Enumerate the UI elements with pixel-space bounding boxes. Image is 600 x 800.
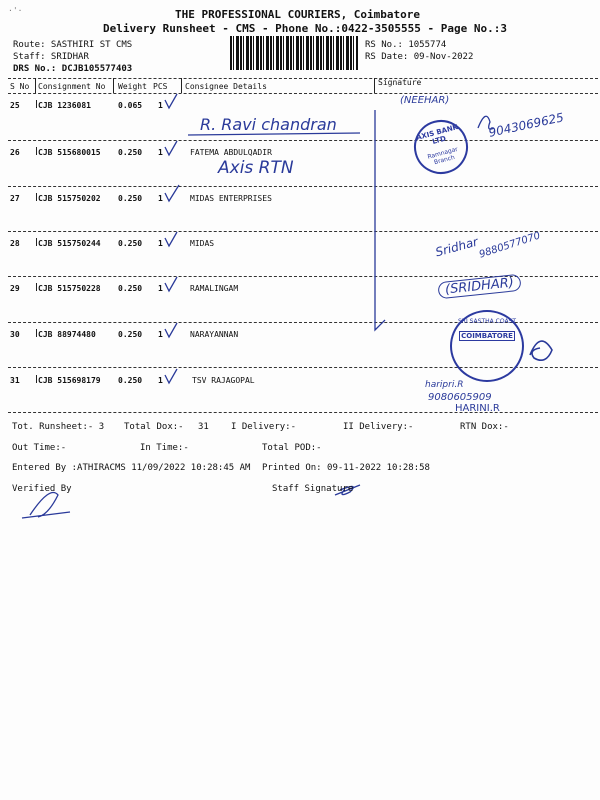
row-weight: 0.250: [118, 330, 143, 339]
row-pcs: 1: [158, 194, 163, 203]
entered-by: Entered By :ATHIRACMS 11/09/2022 10:28:45 AM: [12, 463, 251, 473]
handwritten-phone: 9080605909: [428, 392, 492, 403]
row-consignment: CJB 515750202: [38, 194, 101, 203]
col-header-pcs: PCS: [153, 82, 168, 91]
row-consignment: CJB 88974480: [38, 330, 96, 339]
stamp-center-text: COIMBATORE: [459, 331, 515, 341]
company-stamp: [450, 310, 524, 382]
total-dox-label: Total Dox:-: [124, 422, 184, 432]
checkmark-icon: [165, 94, 177, 108]
row-sno: 28: [10, 239, 20, 248]
row-consignee: MIDAS ENTERPRISES: [190, 194, 272, 203]
total-runsheet: Tot. Runsheet:- 3: [12, 422, 105, 432]
row-sno: 26: [10, 148, 20, 157]
col-header-sno: S No: [10, 82, 30, 91]
row-consignee: FATEMA ABDULQADIR: [190, 148, 272, 157]
bracket-stroke: [375, 110, 385, 330]
verified-by: Verified By: [12, 484, 72, 494]
row-sno: 27: [10, 194, 20, 203]
row-weight: 0.250: [118, 376, 143, 385]
row-consignee: TSV RAJAGOPAL: [192, 376, 255, 385]
rs-number: RS No.: 1055774: [365, 40, 447, 50]
handwritten-note: Axis RTN: [218, 158, 294, 178]
row-sno: 30: [10, 330, 20, 339]
row-consignment: CJB 515680015: [38, 148, 101, 157]
row-pcs: 1: [158, 284, 163, 293]
stamp-ring-text: AXIS BANK LTD: [415, 123, 459, 146]
row-consignee: MIDAS: [190, 239, 215, 248]
handwritten-name: Sridhar: [433, 234, 480, 260]
col-header-signature: Signature: [378, 78, 422, 87]
stamp-ring-text: SRI SASTHA COAST: [457, 318, 517, 325]
row-consignee: NARAYANNAN: [190, 330, 239, 339]
staff-label: Staff: SRIDHAR: [13, 52, 89, 62]
row-sno: 25: [10, 101, 20, 110]
page-subtitle: Delivery Runsheet - CMS - Phone No.:0422-3505555 - Page No.:3: [103, 22, 507, 35]
row-weight: 0.250: [118, 148, 143, 157]
row-pcs: 1: [158, 148, 163, 157]
page-title: THE PROFESSIONAL COURIERS, Coimbatore: [175, 8, 421, 21]
corner-mark: ·'·: [8, 6, 23, 15]
row-weight: 0.250: [118, 194, 143, 203]
row-pcs: 1: [158, 330, 163, 339]
col-header-weight: Weight: [118, 82, 147, 91]
row-consignment: CJB 515698179: [38, 376, 101, 385]
row-sno: 29: [10, 284, 20, 293]
checkmark-icon: [165, 369, 177, 383]
route-label: Route: SASTHIRI ST CMS: [13, 40, 133, 50]
signature-scribble: [530, 341, 552, 360]
row-consignment: CJB 515750244: [38, 239, 101, 248]
drs-value: DCJB105577403: [61, 64, 133, 74]
handwritten-name: R. Ravi chandran: [200, 115, 337, 134]
printed-on: Printed On: 09-11-2022 10:28:58: [262, 463, 430, 473]
total-pod: Total POD:-: [262, 443, 322, 453]
handwritten-phone: 9043069625: [487, 110, 565, 140]
i-delivery: I Delivery:-: [231, 422, 297, 432]
handwritten-signature: (NEEHAR): [400, 95, 450, 106]
ii-delivery: II Delivery:-: [343, 422, 414, 432]
row-pcs: 1: [158, 376, 163, 385]
col-header-consignee: Consignee Details: [185, 82, 267, 91]
col-header-consignment: Consignment No: [38, 82, 106, 91]
rtn-dox: RTN Dox:-: [460, 422, 509, 432]
row-pcs: 1: [158, 239, 163, 248]
row-pcs: 1: [158, 101, 163, 110]
drs-label: DRS No.:: [13, 64, 57, 74]
checkmark-icon: [165, 185, 179, 201]
checkmark-icon: [165, 232, 177, 246]
row-weight: 0.250: [118, 239, 143, 248]
row-weight: 0.250: [118, 284, 143, 293]
rs-date: RS Date: 09-Nov-2022: [365, 52, 474, 62]
handwritten-name: (SRIDHAR): [437, 274, 521, 300]
checkmark-icon: [165, 277, 177, 291]
row-consignment: CJB 515750228: [38, 284, 101, 293]
handwritten-name: HARINI.R: [455, 403, 500, 414]
staff-signature: Staff Signature: [272, 484, 354, 494]
handwritten-phone: 9880577070: [477, 230, 542, 261]
handwritten-name: haripri.R: [425, 380, 464, 390]
out-time: Out Time:-: [12, 443, 67, 453]
row-consignee: RAMALINGAM: [190, 284, 239, 293]
row-weight: 0.065: [118, 101, 143, 110]
checkmark-icon: [165, 141, 177, 155]
stamp-center-text: Ramnagar Branch: [426, 145, 459, 167]
in-time: In Time:-: [140, 443, 189, 453]
row-consignment: CJB 1236081: [38, 101, 91, 110]
verified-signature: [22, 493, 70, 519]
row-sno: 31: [10, 376, 20, 385]
total-dox-value: 31: [198, 422, 209, 432]
checkmark-icon: [165, 323, 177, 337]
